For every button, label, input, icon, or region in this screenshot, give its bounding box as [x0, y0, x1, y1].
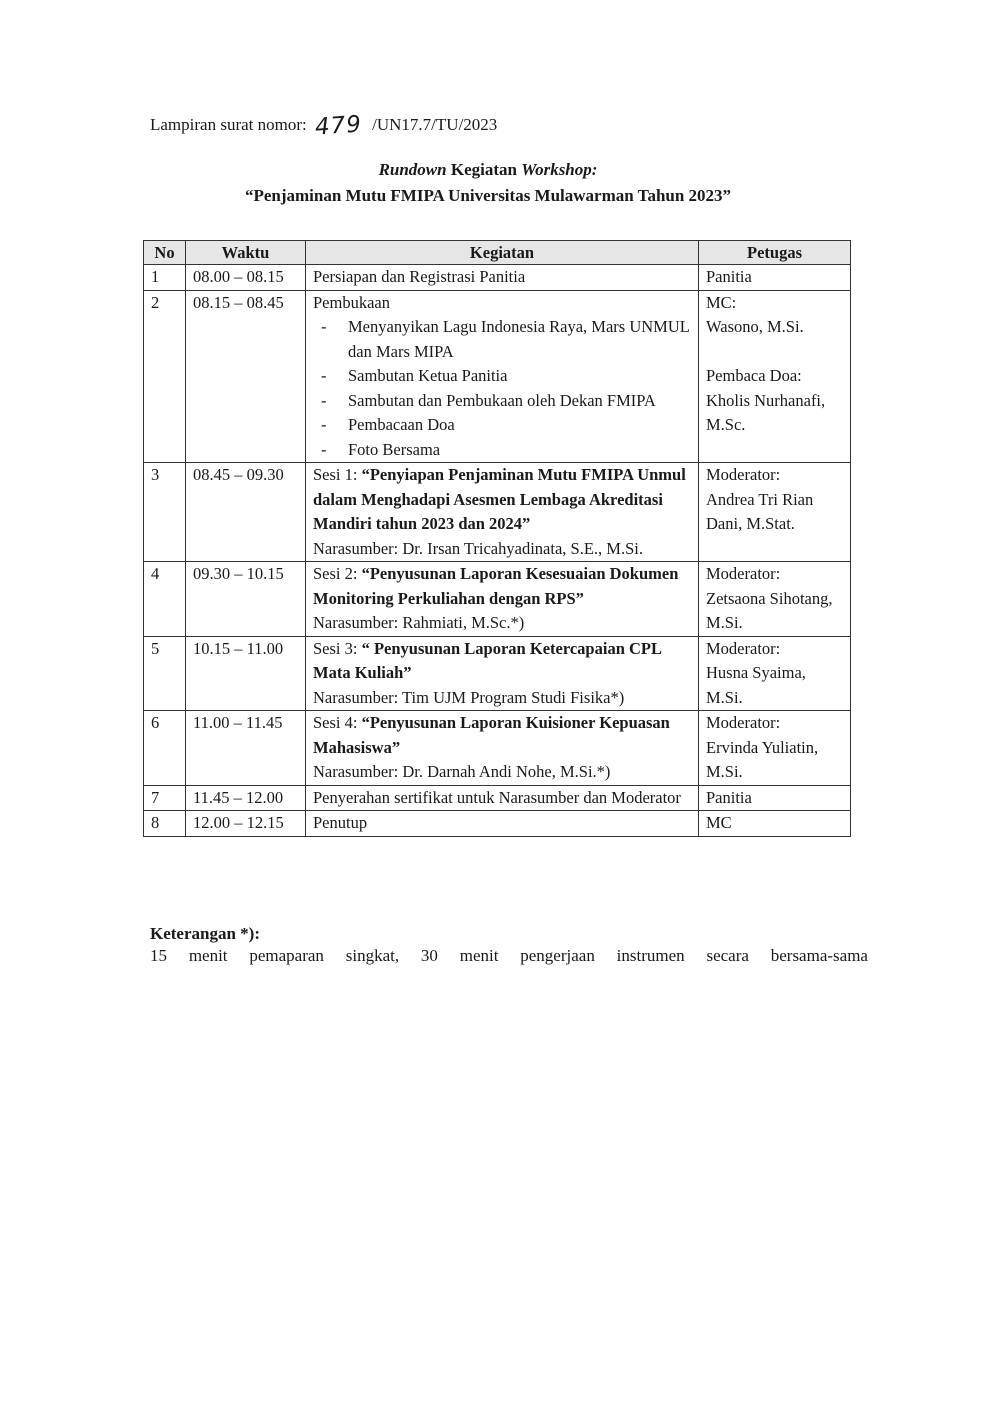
petugas-role: Moderator:: [706, 465, 781, 484]
petugas-name: Ervinda Yuliatin, M.Si.: [706, 737, 819, 781]
row-waktu: 12.00 – 12.15: [186, 811, 306, 837]
table-header-row: [144, 241, 851, 265]
session-speaker: Narasumber: Dr. Darnah Andi Nohe, M.Si.*): [313, 762, 611, 781]
petugas-role: Moderator:: [706, 638, 781, 658]
petugas-name: Kholis Nurhanafi, M.Sc.: [706, 390, 826, 434]
row-petugas: [699, 290, 851, 463]
row-kegiatan: [306, 711, 699, 786]
session-speaker: Narasumber: Tim UJM Program Studi Fisika*): [313, 687, 625, 707]
petugas-name: Husna Syaima, M.Si.: [706, 663, 806, 707]
petugas-role: Pembaca Doa:: [706, 366, 802, 385]
header-no: No: [144, 241, 186, 265]
table-row: [144, 562, 851, 637]
row-waktu: 08.00 – 08.15: [186, 265, 306, 291]
row-kegiatan: [306, 290, 699, 463]
list-item: - Sambutan dan Pembukaan oleh Dekan FMIPA: [313, 389, 691, 414]
row-waktu: 11.00 – 11.45: [186, 711, 306, 786]
session-speaker: Narasumber: Rahmiati, M.Sc.*): [313, 613, 525, 632]
title-kegiatan: Kegiatan: [446, 160, 522, 179]
reference-suffix: /UN17.7/TU/2023: [372, 115, 498, 134]
session-label: Sesi 2:: [313, 564, 362, 583]
session-label: Sesi 3:: [313, 638, 362, 658]
table-row: [144, 785, 851, 811]
row-no: 2: [144, 290, 186, 463]
activity-heading: Pembukaan: [313, 292, 390, 312]
table-row: [144, 290, 851, 463]
petugas-role: Moderator:: [706, 713, 781, 732]
note-word: singkat,: [345, 946, 400, 965]
table-row: [144, 711, 851, 786]
row-petugas: [699, 636, 851, 711]
header-waktu: Waktu: [186, 241, 306, 265]
row-petugas: [699, 463, 851, 562]
row-waktu: 08.45 – 09.30: [186, 463, 306, 562]
row-petugas: [699, 562, 851, 637]
row-waktu: 10.15 – 11.00: [186, 636, 306, 711]
list-item: - Sambutan Ketua Panitia: [313, 364, 691, 389]
row-waktu: 08.15 – 08.45: [186, 290, 306, 463]
petugas-role: MC:: [706, 292, 737, 312]
table-row: [144, 636, 851, 711]
rundown-table: [143, 240, 851, 837]
row-kegiatan: [306, 463, 699, 562]
note-word: menit: [188, 946, 228, 965]
list-item: - Menyanyikan Lagu Indonesia Raya, Mars UNMUL dan Mars MIPA: [313, 315, 691, 364]
reference-prefix: Lampiran surat nomor:: [150, 115, 307, 134]
row-petugas: MC: [699, 811, 851, 837]
session-label: Sesi 1:: [313, 465, 362, 484]
row-petugas: Panitia: [699, 785, 851, 811]
row-no: 8: [144, 811, 186, 837]
title-rundown: Rundown: [378, 160, 447, 179]
row-no: 3: [144, 463, 186, 562]
petugas-role: Moderator:: [706, 564, 781, 583]
note-word: secara: [706, 946, 749, 965]
row-no: 5: [144, 636, 186, 711]
spacer: [706, 340, 843, 365]
row-waktu: 09.30 – 10.15: [186, 562, 306, 637]
row-kegiatan: Penutup: [306, 811, 699, 837]
session-label: Sesi 4:: [313, 713, 362, 732]
row-petugas: Panitia: [699, 265, 851, 291]
session-topic: “ Penyusunan Laporan Ketercapaian CPL Mata Kuliah”: [313, 638, 662, 682]
title-workshop: Workshop:: [521, 160, 598, 179]
note-word: menit: [459, 946, 499, 965]
session-title: [313, 637, 691, 686]
letter-reference: [150, 110, 498, 141]
row-kegiatan: [306, 636, 699, 711]
row-no: 7: [144, 785, 186, 811]
note-word: instrumen: [616, 946, 685, 965]
table-row: [144, 463, 851, 562]
row-waktu: 11.45 – 12.00: [186, 785, 306, 811]
session-title: [313, 463, 691, 537]
activity-list: [313, 315, 691, 462]
note-word: pemaparan: [249, 946, 324, 965]
header-petugas: Petugas: [699, 241, 851, 265]
row-petugas: [699, 711, 851, 786]
note-word: 15: [150, 946, 167, 965]
list-item: - Foto Bersama: [313, 438, 691, 463]
table-row: [144, 265, 851, 291]
note-word: 30: [420, 946, 438, 965]
session-title: [313, 711, 691, 760]
row-no: 1: [144, 265, 186, 291]
document-subtitle: “Penjaminan Mutu FMIPA Universitas Mulawarman Tahun 2023”: [244, 186, 732, 205]
note-text: [150, 946, 868, 966]
document-title: [0, 160, 976, 180]
note-title: Keterangan *):: [150, 924, 261, 943]
petugas-name: Wasono, M.Si.: [706, 317, 804, 336]
session-title: [313, 562, 691, 611]
row-kegiatan: [306, 562, 699, 637]
note-word: bersama-sama: [770, 946, 868, 965]
note-word: pengerjaan: [520, 946, 595, 965]
header-kegiatan: Kegiatan: [306, 241, 699, 265]
row-no: 4: [144, 562, 186, 637]
row-kegiatan: Penyerahan sertifikat untuk Narasumber dan Moderator: [306, 785, 699, 811]
session-topic: “Penyiapan Penjaminan Mutu FMIPA Unmul dalam Menghadapi Asesmen Lembaga Akreditasi Mandiri tahun 2023 dan 2024”: [313, 465, 686, 533]
list-item: - Pembacaan Doa: [313, 413, 691, 438]
session-speaker: Narasumber: Dr. Irsan Tricahyadinata, S.E., M.Si.: [313, 538, 643, 558]
petugas-name: Andrea Tri Rian Dani, M.Stat.: [706, 489, 814, 533]
session-topic: “Penyusunan Laporan Kuisioner Kepuasan Mahasiswa”: [313, 713, 670, 757]
petugas-name: Zetsaona Sihotang, M.Si.: [706, 588, 833, 632]
handwritten-number: 479: [314, 111, 363, 141]
session-topic: “Penyusunan Laporan Kesesuaian Dokumen Monitoring Perkuliahan dengan RPS”: [313, 564, 679, 608]
table-row: [144, 811, 851, 837]
row-kegiatan: Persiapan dan Registrasi Panitia: [306, 265, 699, 291]
row-no: 6: [144, 711, 186, 786]
